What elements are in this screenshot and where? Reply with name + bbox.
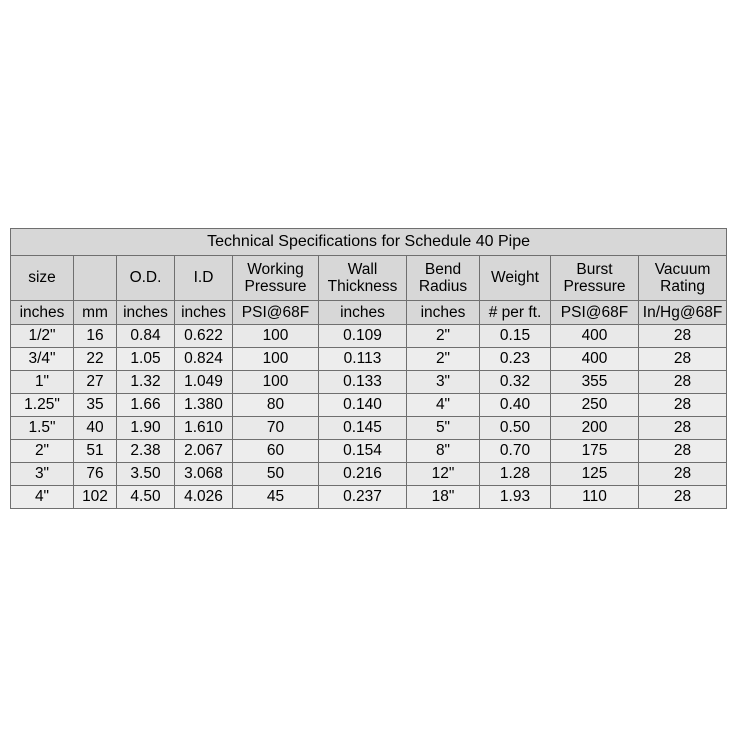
table-cell: 1.90 bbox=[117, 417, 175, 440]
table-cell: 4.50 bbox=[117, 486, 175, 509]
table-cell: 0.145 bbox=[319, 417, 407, 440]
table-cell: 70 bbox=[233, 417, 319, 440]
table-row bbox=[11, 417, 727, 440]
table-cell: 2" bbox=[407, 348, 480, 371]
table-cell: 1.049 bbox=[175, 371, 233, 394]
group-header-id-line1: I.D bbox=[193, 269, 214, 287]
table-cell: 1.25" bbox=[11, 394, 74, 417]
unit-header-cell: PSI@68F bbox=[551, 301, 639, 325]
table-group-header-row bbox=[11, 256, 727, 301]
table-cell: 175 bbox=[551, 440, 639, 463]
table-cell: 0.622 bbox=[175, 325, 233, 348]
unit-header-cell: In/Hg@68F bbox=[639, 301, 727, 325]
table-row bbox=[11, 325, 727, 348]
table-cell: 100 bbox=[233, 371, 319, 394]
table-cell: 1" bbox=[11, 371, 74, 394]
table-cell: 28 bbox=[639, 348, 727, 371]
table-cell: 400 bbox=[551, 348, 639, 371]
table-cell: 28 bbox=[639, 371, 727, 394]
spec-table-container bbox=[10, 228, 726, 509]
group-header-bend-radius-line2: Radius bbox=[418, 278, 468, 295]
table-cell: 1.380 bbox=[175, 394, 233, 417]
table-cell: 4" bbox=[407, 394, 480, 417]
table-cell: 0.824 bbox=[175, 348, 233, 371]
table-cell: 3.068 bbox=[175, 463, 233, 486]
table-cell: 80 bbox=[233, 394, 319, 417]
unit-header-cell: inches bbox=[117, 301, 175, 325]
unit-header-cell: inches bbox=[11, 301, 74, 325]
table-cell: 12" bbox=[407, 463, 480, 486]
table-cell: 22 bbox=[74, 348, 117, 371]
unit-header-cell: inches bbox=[407, 301, 480, 325]
table-cell: 3" bbox=[11, 463, 74, 486]
table-cell: 28 bbox=[639, 440, 727, 463]
unit-header-cell: mm bbox=[74, 301, 117, 325]
technical-specifications-table bbox=[10, 228, 727, 509]
table-cell: 1.5" bbox=[11, 417, 74, 440]
table-cell: 400 bbox=[551, 325, 639, 348]
group-header-burst-pressure-line2: Pressure bbox=[563, 278, 626, 295]
unit-header-cell: PSI@68F bbox=[233, 301, 319, 325]
table-cell: 3" bbox=[407, 371, 480, 394]
table-cell: 28 bbox=[639, 463, 727, 486]
group-header-id bbox=[175, 256, 233, 301]
group-header-size bbox=[11, 256, 74, 301]
group-header-od bbox=[117, 256, 175, 301]
group-header-weight bbox=[480, 256, 551, 301]
table-cell: 100 bbox=[233, 325, 319, 348]
table-cell: 250 bbox=[551, 394, 639, 417]
group-header-wall-thickness bbox=[319, 256, 407, 301]
group-header-working-pressure bbox=[233, 256, 319, 301]
table-unit-header-row bbox=[11, 301, 727, 325]
table-cell: 2.38 bbox=[117, 440, 175, 463]
table-cell: 2" bbox=[407, 325, 480, 348]
group-header-working-pressure-line2: Pressure bbox=[244, 278, 307, 295]
table-cell: 0.32 bbox=[480, 371, 551, 394]
table-cell: 27 bbox=[74, 371, 117, 394]
table-cell: 1.05 bbox=[117, 348, 175, 371]
table-cell: 0.40 bbox=[480, 394, 551, 417]
unit-header-cell: inches bbox=[319, 301, 407, 325]
table-row bbox=[11, 440, 727, 463]
table-cell: 40 bbox=[74, 417, 117, 440]
group-header-bend-radius-line1: Bend bbox=[424, 260, 462, 278]
table-title: Technical Specifications for Schedule 40 Pipe bbox=[11, 229, 727, 256]
table-cell: 0.15 bbox=[480, 325, 551, 348]
table-cell: 45 bbox=[233, 486, 319, 509]
table-cell: 200 bbox=[551, 417, 639, 440]
table-cell: 28 bbox=[639, 417, 727, 440]
table-body bbox=[11, 229, 727, 509]
table-cell: 4" bbox=[11, 486, 74, 509]
table-cell: 5" bbox=[407, 417, 480, 440]
table-row bbox=[11, 348, 727, 371]
table-cell: 1/2" bbox=[11, 325, 74, 348]
table-cell: 1.93 bbox=[480, 486, 551, 509]
table-cell: 0.70 bbox=[480, 440, 551, 463]
unit-header-cell: inches bbox=[175, 301, 233, 325]
table-cell: 0.113 bbox=[319, 348, 407, 371]
table-cell: 355 bbox=[551, 371, 639, 394]
table-row bbox=[11, 394, 727, 417]
table-cell: 100 bbox=[233, 348, 319, 371]
table-title-row bbox=[11, 229, 727, 256]
table-cell: 35 bbox=[74, 394, 117, 417]
table-cell: 76 bbox=[74, 463, 117, 486]
group-header-weight-line1: Weight bbox=[491, 269, 539, 287]
group-header-size-mm bbox=[74, 256, 117, 301]
group-header-burst-pressure-line1: Burst bbox=[576, 260, 613, 278]
table-cell: 50 bbox=[233, 463, 319, 486]
table-cell: 51 bbox=[74, 440, 117, 463]
table-cell: 0.133 bbox=[319, 371, 407, 394]
table-cell: 28 bbox=[639, 325, 727, 348]
table-row bbox=[11, 371, 727, 394]
group-header-vacuum-rating-line1: Vacuum bbox=[654, 260, 711, 278]
table-cell: 0.140 bbox=[319, 394, 407, 417]
table-cell: 125 bbox=[551, 463, 639, 486]
group-header-wall-thickness-line1: Wall bbox=[347, 260, 378, 278]
table-row bbox=[11, 486, 727, 509]
table-cell: 4.026 bbox=[175, 486, 233, 509]
table-cell: 1.28 bbox=[480, 463, 551, 486]
group-header-bend-radius bbox=[407, 256, 480, 301]
group-header-od-line1: O.D. bbox=[129, 269, 162, 287]
table-row bbox=[11, 463, 727, 486]
group-header-vacuum-rating-line2: Rating bbox=[660, 278, 705, 295]
table-cell: 2.067 bbox=[175, 440, 233, 463]
table-cell: 3/4" bbox=[11, 348, 74, 371]
table-cell: 0.84 bbox=[117, 325, 175, 348]
group-header-working-pressure-line1: Working bbox=[247, 260, 304, 278]
table-cell: 0.154 bbox=[319, 440, 407, 463]
group-header-wall-thickness-line2: Thickness bbox=[327, 278, 398, 295]
table-cell: 110 bbox=[551, 486, 639, 509]
table-cell: 2" bbox=[11, 440, 74, 463]
table-cell: 28 bbox=[639, 394, 727, 417]
table-cell: 18" bbox=[407, 486, 480, 509]
table-cell: 0.216 bbox=[319, 463, 407, 486]
table-cell: 102 bbox=[74, 486, 117, 509]
group-header-size-line1: size bbox=[28, 269, 56, 287]
table-cell: 60 bbox=[233, 440, 319, 463]
table-cell: 28 bbox=[639, 486, 727, 509]
table-cell: 0.50 bbox=[480, 417, 551, 440]
table-cell: 0.237 bbox=[319, 486, 407, 509]
group-header-vacuum-rating bbox=[639, 256, 727, 301]
group-header-burst-pressure bbox=[551, 256, 639, 301]
unit-header-cell: # per ft. bbox=[480, 301, 551, 325]
table-cell: 0.109 bbox=[319, 325, 407, 348]
table-cell: 16 bbox=[74, 325, 117, 348]
table-cell: 3.50 bbox=[117, 463, 175, 486]
table-cell: 8" bbox=[407, 440, 480, 463]
table-cell: 1.610 bbox=[175, 417, 233, 440]
table-cell: 1.32 bbox=[117, 371, 175, 394]
table-cell: 1.66 bbox=[117, 394, 175, 417]
table-cell: 0.23 bbox=[480, 348, 551, 371]
